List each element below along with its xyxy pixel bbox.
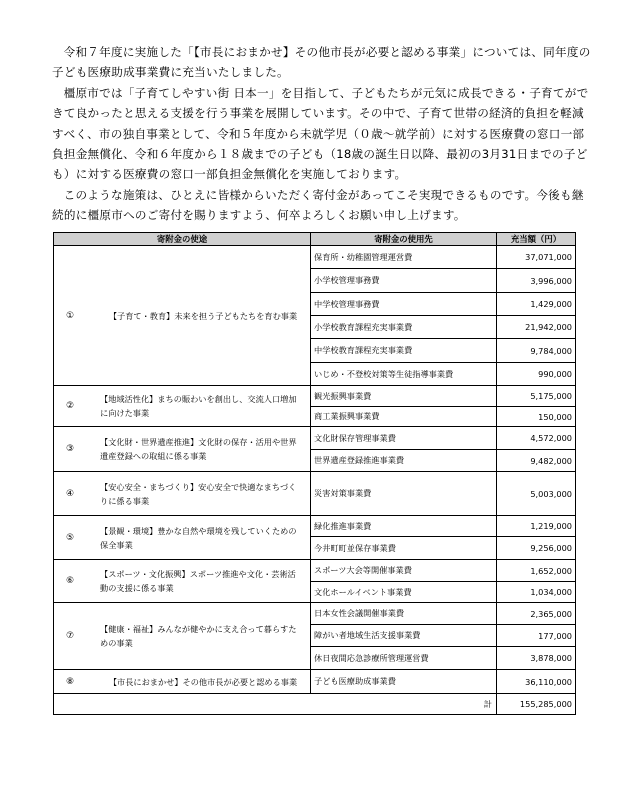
header-purpose: 寄附金の使途 [54, 233, 311, 246]
purpose-number: ④ [66, 488, 75, 499]
amount-cell: 3,996,000 [497, 269, 576, 293]
table-row [54, 246, 576, 269]
amount-cell: 9,482,000 [497, 450, 576, 472]
purpose-text: 【市長におまかせ】その他市長が必要と認める事業 [108, 676, 298, 687]
purpose-text: 【景観・環境】豊かな自然や環境を残していくための保全事業 [100, 525, 297, 550]
purpose-number: ⑦ [66, 631, 75, 641]
amount-cell: 5,003,000 [497, 472, 576, 516]
amount-cell: 9,256,000 [497, 537, 576, 560]
amount-cell: 4,572,000 [497, 427, 576, 450]
table-row [54, 472, 576, 516]
purpose-cell [54, 472, 311, 516]
purpose-cell [54, 560, 311, 603]
amount-cell: 1,219,000 [497, 516, 576, 537]
purpose-text: 【子育て・教育】未来を担う子どもたちを育む事業 [108, 310, 298, 321]
use-cell: 商工業振興事業費 [311, 407, 497, 427]
amount-cell: 37,071,000 [497, 246, 576, 269]
intro-paragraph-3: このような施策は、ひとえに皆様からいただく寄付金があってこそ実現できるものです。今後も継続的に橿原市へのご寄付を賜りますよう、何卒よろしくお願い申し上げます。 [52, 187, 584, 223]
purpose-text: 【健康・福祉】みんなが健やかに支え合って暮らすための事業 [100, 624, 297, 648]
intro-paragraph-2: 橿原市では「子育てしやすい街 日本一」を目指して、子どもたちが元気に成長できる・子育てができて良かったと思える支援を行う事業を展開しています。その中で、子育て世帯の経済的負担を軽減すべく、市の独自事業として、令和５年度から未就学児（０歳～就学前）に対する医療費の窓口一部負担金無償化、令和６年度から１８歳までの子ども（18歳の誕生日以降、最初の3月31日までの子ども）に対する医療費の窓口一部負担金無償化を実施しております。 [52, 85, 589, 182]
table-row [54, 516, 576, 537]
intro-text [52, 42, 592, 226]
header-amount: 充当額（円） [497, 233, 576, 246]
amount-cell: 1,034,000 [497, 582, 576, 603]
use-cell: 子ども医療助成事業費 [311, 670, 497, 694]
use-cell: 日本女性会議開催事業費 [311, 603, 497, 625]
purpose-number: ② [66, 401, 75, 411]
purpose-number: ① [66, 310, 75, 321]
donation-allocation-table [53, 232, 576, 715]
use-cell: 世界遺産登録推進事業費 [311, 450, 497, 472]
use-cell: 小学校管理事務費 [311, 269, 497, 293]
total-amount: 155,285,000 [497, 694, 576, 715]
amount-cell: 21,942,000 [497, 316, 576, 339]
purpose-cell [54, 246, 311, 386]
amount-cell: 36,110,000 [497, 670, 576, 694]
purpose-number: ③ [66, 444, 75, 454]
use-cell: 小学校教育課程充実事業費 [311, 316, 497, 339]
table-body [54, 246, 576, 715]
amount-cell: 5,175,000 [497, 386, 576, 407]
amount-cell: 150,000 [497, 407, 576, 427]
purpose-cell [54, 386, 311, 427]
purpose-number: ⑤ [66, 532, 75, 543]
purpose-text: 【安心安全・まちづくり】安心安全で快適なまちづくりに係る事業 [100, 481, 297, 506]
purpose-text: 【スポーツ・文化振興】スポーツ推進や文化・芸術活動の支援に係る事業 [100, 569, 296, 593]
purpose-cell [54, 516, 311, 560]
purpose-text: 【地域活性化】まちの賑わいを創出し、交流人口増加に向けた事業 [100, 394, 297, 418]
purpose-text: 【文化財・世界遺産推進】文化財の保存・活用や世界遺産登録への取組に係る事業 [100, 437, 297, 461]
amount-cell: 990,000 [497, 363, 576, 386]
purpose-cell [54, 427, 311, 472]
amount-cell: 1,652,000 [497, 560, 576, 582]
use-cell: 保育所・幼稚園管理運営費 [311, 246, 497, 269]
use-cell: 災害対策事業費 [311, 472, 497, 516]
total-label: 計 [54, 694, 497, 715]
amount-cell: 9,784,000 [497, 339, 576, 363]
amount-cell: 3,878,000 [497, 647, 576, 670]
use-cell: 今井町町並保存事業費 [311, 537, 497, 560]
table-row [54, 427, 576, 450]
purpose-number: ⑥ [66, 576, 75, 586]
use-cell: 文化財保存管理事業費 [311, 427, 497, 450]
use-cell: 障がい者地域生活支援事業費 [311, 625, 497, 647]
amount-cell: 2,365,000 [497, 603, 576, 625]
use-cell: いじめ・不登校対策等生徒指導事業費 [311, 363, 497, 386]
intro-paragraph-1: 令和７年度に実施した「【市長におまかせ】その他市長が必要と認める事業」については、同年度の子ども医療助成事業費に充当いたしました。 [52, 45, 591, 80]
purpose-cell [54, 670, 311, 694]
total-row [54, 694, 576, 715]
table-row [54, 386, 576, 407]
use-cell: 中学校管理事務費 [311, 293, 497, 316]
table-row [54, 603, 576, 625]
amount-cell: 1,429,000 [497, 293, 576, 316]
purpose-cell [54, 603, 311, 670]
table-row [54, 560, 576, 582]
table-header-row [54, 233, 576, 246]
use-cell: 文化ホールイベント事業費 [311, 582, 497, 603]
use-cell: 観光振興事業費 [311, 386, 497, 407]
use-cell: スポーツ大会等開催事業費 [311, 560, 497, 582]
use-cell: 緑化推進事業費 [311, 516, 497, 537]
purpose-number: ⑧ [66, 676, 75, 687]
use-cell: 中学校教育課程充実事業費 [311, 339, 497, 363]
header-use: 寄附金の使用先 [311, 233, 497, 246]
amount-cell: 177,000 [497, 625, 576, 647]
use-cell: 休日夜間応急診療所管理運営費 [311, 647, 497, 670]
table-row [54, 670, 576, 694]
